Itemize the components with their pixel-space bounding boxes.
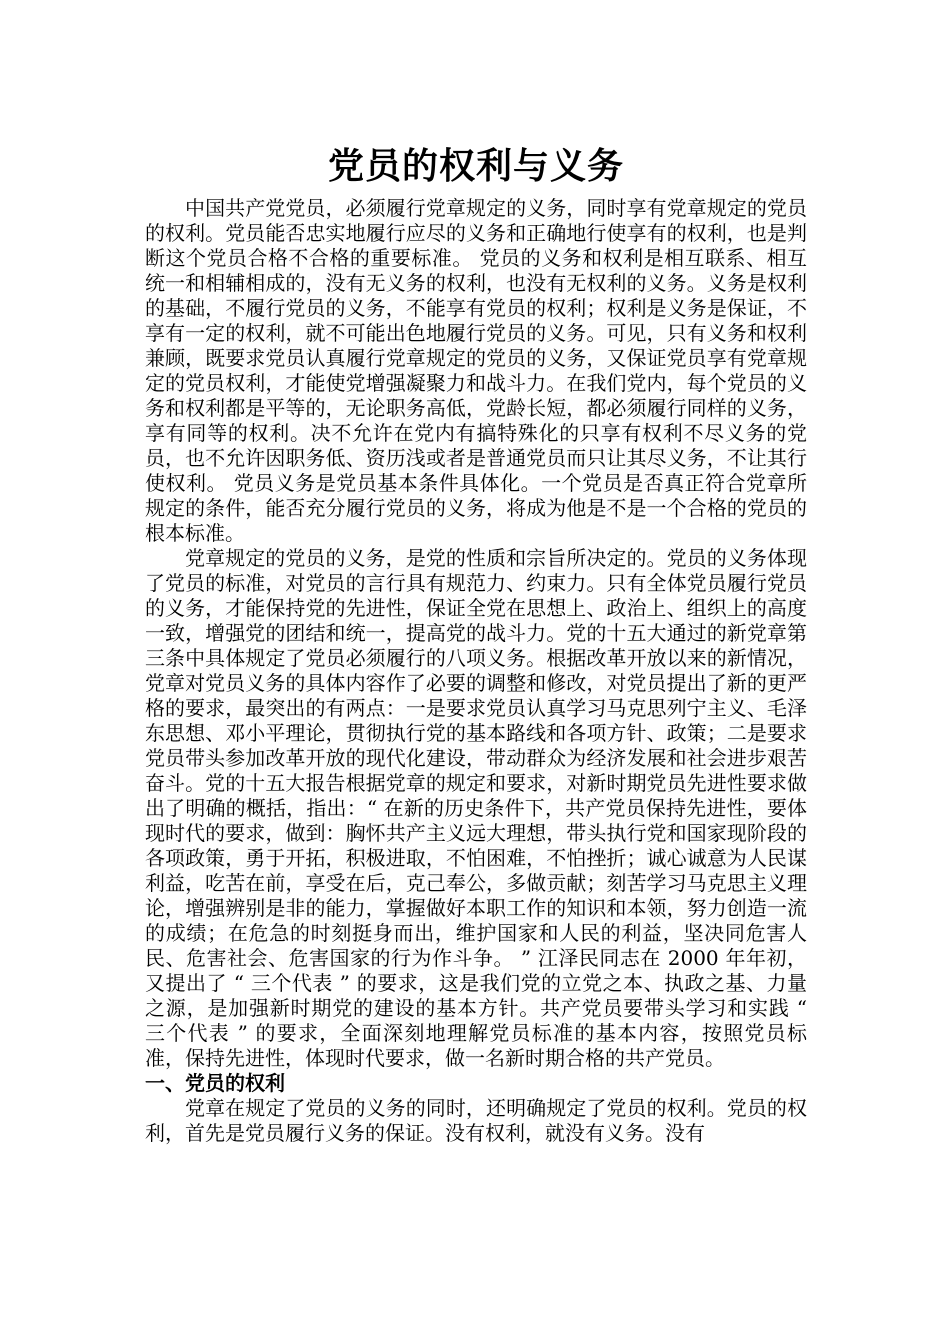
document-title: 党员的权利与义务 <box>327 146 624 187</box>
paragraph-member-duties: 党章规定的党员的义务，是党的性质和宗旨所决定的。党员的义务体现了党员的标准，对党员的言行具有规范力、约束力。只有全体党员履行党员的义务，才能保持党的先进性，保证全党在思想上、政治上、组织上的高度一致，增强党的团结和统一，提高党的战斗力。党的十五大通过的新党章第三条中具体规定了党员必须履行的八项义务。根据改革开放以来的新情况，党章对党员义务的具体内容作了必要的调整和修改，对党员提出了新的更严格的要求，最突出的有两点：一是要求党员认真学习马克思列宁主义、毛泽东思想、邓小平理论，贯彻执行党的基本路线和各项方针、政策；二是要求党员带头参加改革开放的现代化建设，带动群众为经济发展和社会进步艰苦奋斗。党的十五大报告根据党章的规定和要求，对新时期党员先进性要求做出了明确的概括，指出：“ 在新的历史条件下，共产党员保持先进性，要体现时代的要求，做到：胸怀共产主义远大理想，带头执行党和国家现阶段的各项政策，勇于开拓，积极进取，不怕困难，不怕挫折；诚心诚意为人民谋利益，吃苦在前，享受在后，克己奉公，多做贡献；刻苦学习马克思主义理论，增强辨别是非的能力，掌握做好本职工作的知识和本领，努力创造一流的成绩；在危急的时刻挺身而出，维护国家和人民的利益，坚决同危害人民、危害社会、危害国家的行为作斗争。 ” 江泽民同志在 2000 年年初，又提出了 “ 三个代表 ” 的要求，这是我们党的立党之本、执政之基、力量之源，是加强新时期党的建设的基本方针。共产党员要带头学习和实践 “ 三个代表 ” 的要求，全面深刻地理解党员标准的基本内容，按照党员标准，保持先进性，体现时代要求，做一名新时期合格的共产党员。 <box>145 546 807 1070</box>
document-page <box>145 0 807 1146</box>
paragraph-member-rights: 党章在规定了党员的义务的同时，还明确规定了党员的权利。党员的权利，首先是党员履行义务的保证。没有权利，就没有义务。没有 <box>145 1096 807 1145</box>
section-heading-member-rights: 一、党员的权利 <box>145 1071 285 1095</box>
paragraph-rights-duties-intro: 中国共产党党员，必须履行党章规定的义务，同时享有党章规定的党员的权利。党员能否忠实地履行应尽的义务和正确地行使享有的权利，也是判断这个党员合格不合格的重要标准。 党员的义务和权利是相互联系、相互统一和相辅相成的，没有无义务的权利，也没有无权利的义务。义务是权利的基础，不履行党员的义务，不能享有党员的权利；权利是义务是保证，不享有一定的权利，就不可能出色地履行党员的义务。可见，只有义务和权利兼顾，既要求党员认真履行党章规定的党员的义务，又保证党员享有党章规定的党员权利，才能使党增强凝聚力和战斗力。在我们党内，每个党员的义务和权利都是平等的，无论职务高低，党龄长短，都必须履行同样的义务，享有同等的权利。决不允许在党内有搞特殊化的只享有权利不尽义务的党员，也不允许因职务低、资历浅或者是普通党员而只让其尽义务，不让其行使权利。 党员义务是党员基本条件具体化。一个党员是否真正符合党章所规定的条件，能否充分履行党员的义务，将成为他是不是一个合格的党员的根本标准。 <box>145 196 807 545</box>
document-body <box>145 196 807 1146</box>
